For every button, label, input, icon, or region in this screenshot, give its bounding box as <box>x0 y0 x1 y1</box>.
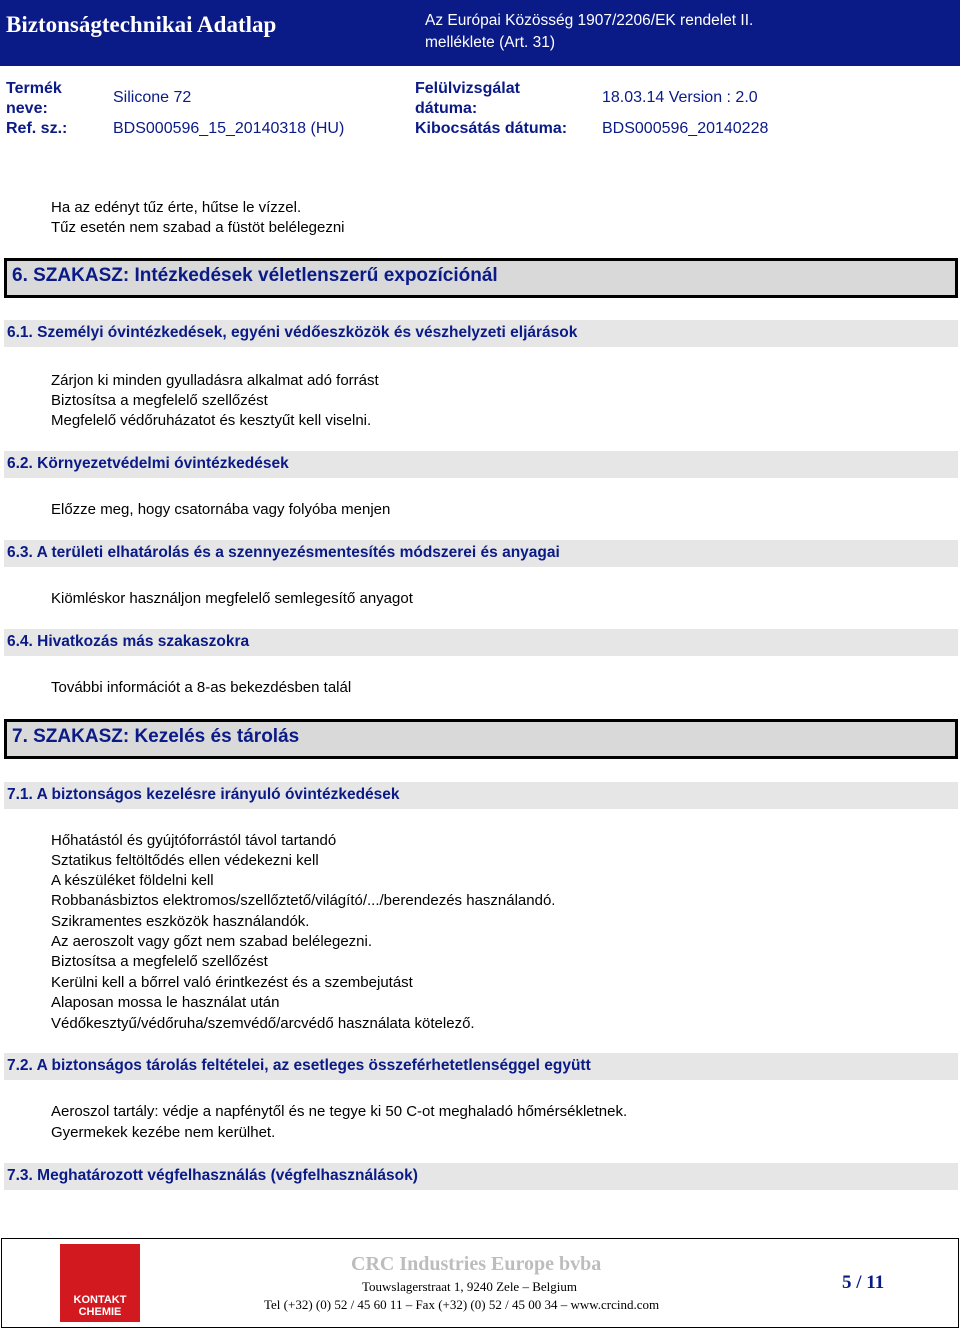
subsection-7-3-heading <box>4 1163 958 1190</box>
list-item: Hőhatástól és gyújtóforrástól távol tartandó <box>51 832 337 849</box>
company-contact: Tel (+32) (0) 52 / 45 60 11 – Fax (+32) (0) 52 / 45 00 34 – www.crcind.com <box>264 1297 660 1312</box>
issue-date-value: BDS000596_20140228 <box>602 120 769 137</box>
logo-text-line-1: KONTAKT <box>73 1294 127 1306</box>
document-title: Biztonságtechnikai Adatlap <box>6 12 277 37</box>
review-label-line-1: Felülvizsgálat <box>415 80 520 97</box>
product-label-line-1: Termék <box>6 80 62 97</box>
regulation-text <box>425 10 753 54</box>
review-date-value: 18.03.14 Version : 2.0 <box>602 89 758 106</box>
subsection-6-4-title: 6.4. Hivatkozás más szakaszokra <box>7 633 250 650</box>
subsection-6-3-heading <box>4 540 958 567</box>
section-6-heading <box>4 258 958 298</box>
list-item: További információt a 8-as bekezdésben talál <box>51 679 352 696</box>
subsection-6-4-heading <box>4 629 958 656</box>
list-item: Biztosítsa a megfelelő szellőzést <box>51 953 268 970</box>
section-6-title: 6. SZAKASZ: Intézkedések véletlenszerű expozíciónál <box>12 265 498 286</box>
list-item: Előzze meg, hogy csatornába vagy folyóba menjen <box>51 501 391 518</box>
page-number: 5 / 11 <box>842 1272 885 1293</box>
company-address: Touwslagerstraat 1, 9240 Zele – Belgium <box>362 1279 577 1294</box>
subsection-7-2-heading <box>4 1053 958 1080</box>
subsection-7-3-title: 7.3. Meghatározott végfelhasználás (végfelhasználások) <box>7 1167 418 1184</box>
subsection-7-2-title: 7.2. A biztonságos tárolás feltételei, az esetleges összeférhetetlenséggel együtt <box>7 1057 591 1074</box>
list-item: Gyermekek kezébe nem kerülhet. <box>51 1124 276 1141</box>
intro-line: Ha az edényt tűz érte, hűtse le vízzel. <box>51 199 302 216</box>
logo-text-line-2: CHEMIE <box>78 1306 122 1318</box>
product-name-label <box>6 79 62 119</box>
subsection-6-2-heading <box>4 451 958 478</box>
page-footer <box>1 1238 959 1328</box>
list-item: Szikramentes eszközök használandók. <box>51 913 310 930</box>
subsection-6-1-title: 6.1. Személyi óvintézkedések, egyéni védőeszközök és vészhelyzeti eljárások <box>7 324 578 341</box>
subsection-7-1-title: 7.1. A biztonságos kezelésre irányuló óvintézkedések <box>7 786 400 803</box>
ref-number-value: BDS000596_15_20140318 (HU) <box>113 120 345 137</box>
review-date-label <box>415 79 520 119</box>
subsection-6-3-title: 6.3. A területi elhatárolás és a szennyezésmentesítés módszerei és anyagai <box>7 544 560 561</box>
list-item: Védőkesztyű/védőruha/szemvédő/arcvédő használata kötelező. <box>51 1015 475 1032</box>
ref-number-label: Ref. sz.: <box>6 120 68 137</box>
list-item: Aeroszol tartály: védje a napfénytől és ne tegye ki 50 C-ot meghaladó hőmérsékletnek. <box>51 1103 628 1120</box>
subsection-6-2-title: 6.2. Környezetvédelmi óvintézkedések <box>7 455 289 472</box>
list-item: Kiömléskor használjon megfelelő semlegesítő anyagot <box>51 590 413 607</box>
header-bar <box>0 0 960 66</box>
product-label-line-2: neve: <box>6 100 48 117</box>
list-item: Biztosítsa a megfelelő szellőzést <box>51 392 268 409</box>
list-item: Sztatikus feltöltődés ellen védekezni kell <box>51 852 319 869</box>
review-label-line-2: dátuma: <box>415 100 478 117</box>
list-item: Zárjon ki minden gyulladásra alkalmat adó forrást <box>51 372 379 389</box>
list-item: Alaposan mossa le használat után <box>51 994 280 1011</box>
issue-date-label: Kibocsátás dátuma: <box>415 120 568 137</box>
list-item: Robbanásbiztos elektromos/szellőztető/világító/.../berendezés használandó. <box>51 892 556 909</box>
company-name: CRC Industries Europe bvba <box>351 1253 602 1275</box>
subsection-6-1-heading <box>4 320 958 347</box>
list-item: Az aeroszolt vagy gőzt nem szabad belélegezni. <box>51 933 373 950</box>
list-item: Kerülni kell a bőrrel való érintkezést és a szembejutást <box>51 974 413 991</box>
list-item: Megfelelő védőruházatot és kesztyűt kell viselni. <box>51 412 372 429</box>
kontakt-chemie-logo <box>60 1244 140 1322</box>
section-7-heading <box>4 719 958 759</box>
intro-line: Tűz esetén nem szabad a füstöt belélegezni <box>51 219 345 236</box>
regulation-line-1: Az Európai Közösség 1907/2206/EK rendelet II. <box>425 12 754 29</box>
regulation-line-2: melléklete (Art. 31) <box>425 34 556 51</box>
product-name-value: Silicone 72 <box>113 89 192 106</box>
list-item: A készüléket földelni kell <box>51 872 214 889</box>
section-7-title: 7. SZAKASZ: Kezelés és tárolás <box>12 726 300 747</box>
subsection-7-1-heading <box>4 782 958 809</box>
